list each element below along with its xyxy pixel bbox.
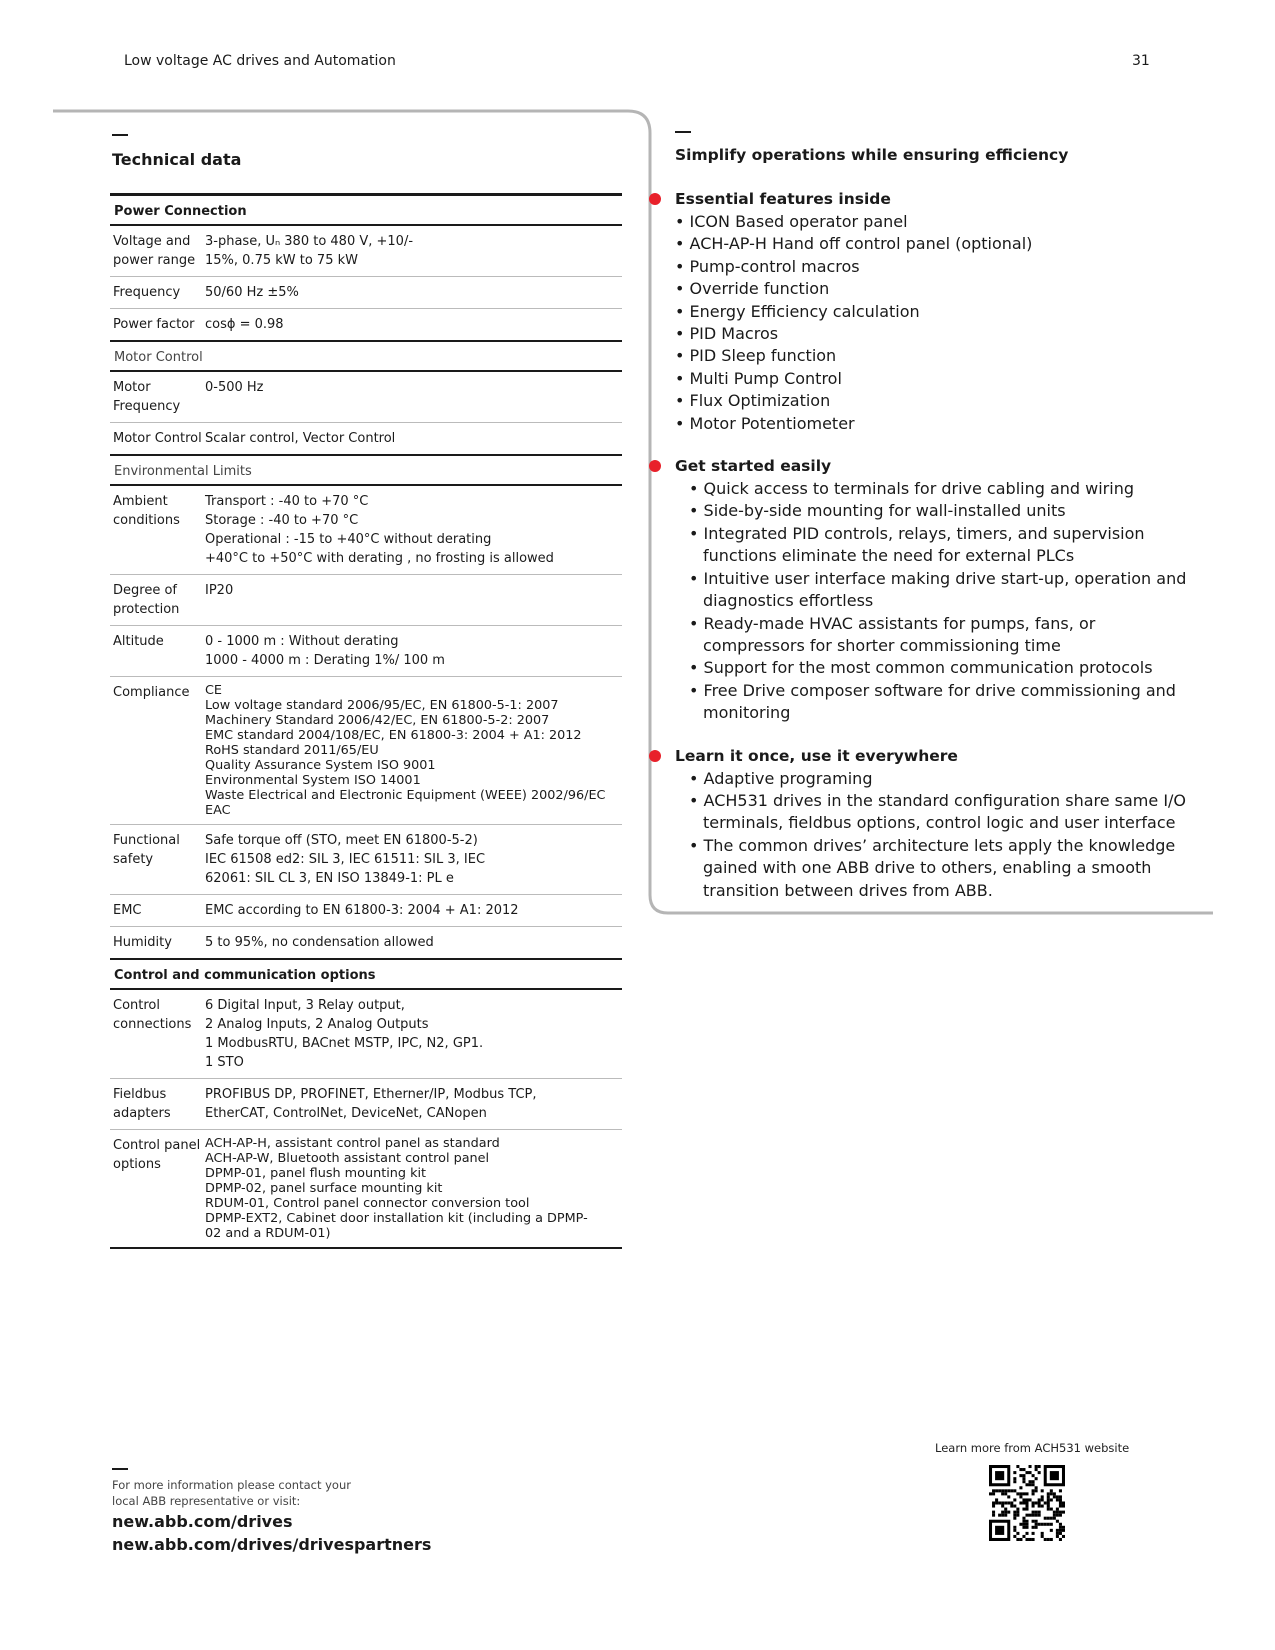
table-row xyxy=(110,1130,622,1249)
row-value-line: 15%, 0.75 kW to 75 kW xyxy=(205,253,358,268)
row-value xyxy=(205,429,619,448)
row-value xyxy=(205,378,619,416)
feature-item xyxy=(675,478,1195,500)
row-value-line: DPMP-02, panel surface mounting kit xyxy=(205,1181,443,1196)
feature-item xyxy=(675,523,1195,568)
row-value-line: 2 Analog Inputs, 2 Analog Outputs xyxy=(205,1017,429,1032)
feature-item-text: ICON Based operator panel xyxy=(689,212,908,231)
row-value-line: Transport : -40 to +70 °C xyxy=(205,494,369,509)
feature-group xyxy=(675,188,1195,435)
bullet-icon: • xyxy=(689,835,704,855)
row-value-line: Safe torque off (STO, meet EN 61800-5-2) xyxy=(205,833,478,848)
table-section-title: Motor Control xyxy=(110,342,622,372)
row-value-line: EMC according to EN 61800-3: 2004 + A1: 2012 xyxy=(205,903,519,918)
bullet-icon: • xyxy=(689,568,704,588)
row-label: Humidity xyxy=(113,935,172,950)
row-label: Control panel options xyxy=(113,1138,201,1172)
row-label: Functional safety xyxy=(113,833,180,867)
bullet-icon: • xyxy=(675,234,690,254)
feature-item-text: ACH-AP-H Hand off control panel (optional) xyxy=(689,234,1033,254)
feature-item-text: Adaptive programing xyxy=(703,768,873,788)
row-value-line: DPMP-01, panel flush mounting kit xyxy=(205,1166,427,1181)
table-row xyxy=(110,895,622,927)
row-value-line: Scalar control, Vector Control xyxy=(205,431,396,446)
feature-item xyxy=(675,613,1195,658)
row-label: Frequency xyxy=(113,285,181,300)
row-value xyxy=(205,283,619,302)
row-value-line: Storage : -40 to +70 °C xyxy=(205,513,359,528)
page-number: 31 xyxy=(1132,53,1150,69)
footer-dash xyxy=(112,1468,128,1470)
table-row xyxy=(110,626,622,677)
row-label: Altitude xyxy=(113,634,164,649)
row-value-line: PROFIBUS DP, PROFINET, Etherner/IP, Modbus TCP, xyxy=(205,1087,537,1102)
section-dash xyxy=(675,131,691,133)
bullet-icon: • xyxy=(675,279,690,299)
feature-item-text: Pump-control macros xyxy=(689,256,860,276)
feature-item xyxy=(675,680,1195,725)
feature-group-heading: Essential features inside xyxy=(675,190,891,208)
row-value-line: 02 and a RDUM-01) xyxy=(205,1226,331,1241)
row-label: Power factor xyxy=(113,317,195,332)
feature-group xyxy=(675,745,1195,902)
feature-item-text: Flux Optimization xyxy=(689,391,831,411)
feature-item-text: Intuitive user interface making drive start-up, operation and diagnostics effortless xyxy=(703,568,1187,611)
table-row xyxy=(110,226,622,277)
row-label: Fieldbus adapters xyxy=(113,1087,171,1121)
row-value-line: 1 ModbusRTU, BACnet MSTP, IPC, N2, GP1. xyxy=(205,1036,484,1051)
row-label: Compliance xyxy=(113,685,190,700)
document-header-title: Low voltage AC drives and Automation xyxy=(124,53,396,69)
table-row xyxy=(110,486,622,575)
feature-item-text: PID Sleep function xyxy=(689,346,837,366)
bullet-dot-icon xyxy=(649,460,661,472)
bullet-icon: • xyxy=(689,680,704,700)
table-section-title: Power Connection xyxy=(110,196,622,226)
bullet-icon: • xyxy=(675,413,690,433)
row-value-line: 3-phase, Uₙ 380 to 480 V, +10/- xyxy=(205,234,414,249)
technical-data-title: Technical data xyxy=(112,150,242,169)
table-section-title: Environmental Limits xyxy=(110,456,622,486)
feature-item-text: Override function xyxy=(689,279,830,299)
row-label: Control connections xyxy=(113,998,192,1032)
feature-item-text: Side-by-side mounting for wall-installed units xyxy=(703,501,1066,521)
row-value-line: ACH-AP-H, assistant control panel as standard xyxy=(205,1136,500,1151)
feature-item-text: Ready-made HVAC assistants for pumps, fans, or compressors for shorter commissioning time xyxy=(703,613,1096,655)
bullet-icon: • xyxy=(675,256,690,276)
bullet-dot-icon xyxy=(649,750,661,762)
table-row xyxy=(110,677,622,825)
row-label: Degree of protection xyxy=(113,583,180,617)
feature-item-text: PID Macros xyxy=(689,324,779,344)
row-value xyxy=(205,581,619,619)
row-value-line: 1 STO xyxy=(205,1055,244,1070)
feature-item-text: The common drives’ architecture lets apply the knowledge gained with one ABB drive to others, enabling a smooth transition between drives from ABB. xyxy=(703,835,1176,900)
row-value xyxy=(205,632,619,670)
drives-link[interactable]: new.abb.com/drives xyxy=(112,1512,293,1531)
row-value-line: IP20 xyxy=(205,583,234,598)
row-value-line: RDUM-01, Control panel connector conversion tool xyxy=(205,1196,530,1211)
feature-group-heading: Learn it once, use it everywhere xyxy=(675,746,958,765)
feature-item-text: Support for the most common communication protocols xyxy=(703,658,1153,678)
row-value-line: 50/60 Hz ±5% xyxy=(205,285,299,300)
bullet-icon: • xyxy=(689,790,704,810)
feature-item-text: ACH531 drives in the standard configuration share same I/O terminals, fieldbus options, control logic and user interface xyxy=(703,790,1187,833)
feature-item xyxy=(675,790,1195,835)
row-value xyxy=(205,492,619,568)
feature-item xyxy=(675,211,1195,233)
bullet-icon: • xyxy=(689,501,704,521)
table-section-title: Control and communication options xyxy=(110,960,622,990)
row-value xyxy=(205,683,619,818)
row-value xyxy=(205,901,619,920)
row-label: Ambient conditions xyxy=(113,494,180,528)
row-value xyxy=(205,933,619,952)
row-value-line: EMC standard 2004/108/EC, EN 61800-3: 2004 + A1: 2012 xyxy=(205,728,582,743)
bullet-icon: • xyxy=(675,324,690,344)
feature-item xyxy=(675,390,1195,412)
footer-contact-text: For more information please contact your local ABB representative or visit: xyxy=(112,1478,351,1508)
feature-item-text: Integrated PID controls, relays, timers, and supervision functions eliminate the need for external PLCs xyxy=(703,523,1145,566)
table-row xyxy=(110,575,622,626)
table-row xyxy=(110,825,622,895)
feature-item xyxy=(675,835,1195,902)
table-row xyxy=(110,423,622,456)
feature-item xyxy=(675,278,1195,300)
qr-code-icon[interactable] xyxy=(989,1465,1065,1541)
row-label: Motor Frequency xyxy=(113,380,181,414)
feature-item xyxy=(675,368,1195,390)
bullet-icon: • xyxy=(675,368,690,388)
row-value xyxy=(205,831,619,888)
feature-item xyxy=(675,256,1195,278)
table-row xyxy=(110,277,622,309)
feature-item xyxy=(675,500,1195,522)
row-value-line: Quality Assurance System ISO 9001 xyxy=(205,758,436,773)
row-value-line: EAC xyxy=(205,803,231,818)
bullet-icon: • xyxy=(675,212,690,231)
row-value-line: RoHS standard 2011/65/EU xyxy=(205,743,379,758)
row-value-line: 0-500 Hz xyxy=(205,380,264,395)
feature-item xyxy=(675,301,1195,323)
feature-item xyxy=(675,413,1195,435)
row-value-line: 1000 - 4000 m : Derating 1%/ 100 m xyxy=(205,653,445,668)
row-value-line: DPMP-EXT2, Cabinet door installation kit (including a DPMP- xyxy=(205,1211,588,1226)
table-row xyxy=(110,1079,622,1130)
row-label: Motor Control xyxy=(113,431,202,446)
row-value-line: ACH-AP-W, Bluetooth assistant control panel xyxy=(205,1151,490,1166)
table-row xyxy=(110,372,622,423)
row-value-line: 6 Digital Input, 3 Relay output, xyxy=(205,998,405,1013)
row-value-line: cosϕ = 0.98 xyxy=(205,317,284,332)
row-value-line: 62061: SIL CL 3, EN ISO 13849-1: PL e xyxy=(205,871,454,886)
bullet-icon: • xyxy=(689,658,704,678)
row-value-line: Low voltage standard 2006/95/EC, EN 61800-5-1: 2007 xyxy=(205,698,559,713)
row-value xyxy=(205,1085,619,1123)
feature-item xyxy=(675,568,1195,613)
section-dash xyxy=(112,134,128,136)
features-title: Simplify operations while ensuring efficiency xyxy=(675,146,1069,164)
bullet-icon: • xyxy=(689,613,704,633)
feature-item xyxy=(675,768,1195,790)
row-value-line: EtherCAT, ControlNet, DeviceNet, CANopen xyxy=(205,1106,487,1121)
feature-item-text: Multi Pump Control xyxy=(689,368,842,388)
row-value-line: Environmental System ISO 14001 xyxy=(205,773,421,788)
feature-group-heading: Get started easily xyxy=(675,457,832,476)
row-value xyxy=(205,232,619,270)
bullet-icon: • xyxy=(689,523,704,543)
row-value-line: CE xyxy=(205,683,223,698)
feature-item-text: Quick access to terminals for drive cabling and wiring xyxy=(703,479,1134,499)
row-value-line: IEC 61508 ed2: SIL 3, IEC 61511: SIL 3, IEC xyxy=(205,852,486,867)
bullet-icon: • xyxy=(675,301,690,321)
row-value-line: 0 - 1000 m : Without derating xyxy=(205,634,399,649)
table-row xyxy=(110,309,622,342)
bullet-icon: • xyxy=(689,768,704,788)
row-value-line: +40°C to +50°C with derating , no frosting is allowed xyxy=(205,551,554,566)
feature-item xyxy=(675,233,1195,255)
feature-item-text: Motor Potentiometer xyxy=(689,413,855,433)
row-value xyxy=(205,315,619,334)
feature-item-text: Free Drive composer software for drive commissioning and monitoring xyxy=(703,680,1176,723)
row-value xyxy=(205,996,619,1072)
row-value-line: Waste Electrical and Electronic Equipment (WEEE) 2002/96/EC xyxy=(205,788,606,803)
row-value xyxy=(205,1136,619,1241)
row-value-line: 5 to 95%, no condensation allowed xyxy=(205,935,434,950)
bullet-icon: • xyxy=(675,346,690,366)
row-value-line: Operational : -15 to +40°C without derating xyxy=(205,532,492,547)
row-value-line: Machinery Standard 2006/42/EC, EN 61800-5-2: 2007 xyxy=(205,713,550,728)
feature-item xyxy=(675,323,1195,345)
bullet-dot-icon xyxy=(649,193,661,205)
row-label: EMC xyxy=(113,903,142,918)
table-row xyxy=(110,990,622,1079)
features-column xyxy=(675,188,1195,922)
bullet-icon: • xyxy=(675,391,690,411)
bullet-icon: • xyxy=(689,479,704,499)
feature-item xyxy=(675,657,1195,679)
technical-data-table xyxy=(110,193,622,1249)
table-row xyxy=(110,927,622,960)
row-label: Voltage and power range xyxy=(113,234,196,268)
qr-label: Learn more from ACH531 website xyxy=(935,1441,1130,1455)
feature-item xyxy=(675,345,1195,367)
feature-group xyxy=(675,455,1195,724)
drives-partners-link[interactable]: new.abb.com/drives/drivespartners xyxy=(112,1535,432,1554)
feature-item-text: Energy Efficiency calculation xyxy=(689,301,920,321)
